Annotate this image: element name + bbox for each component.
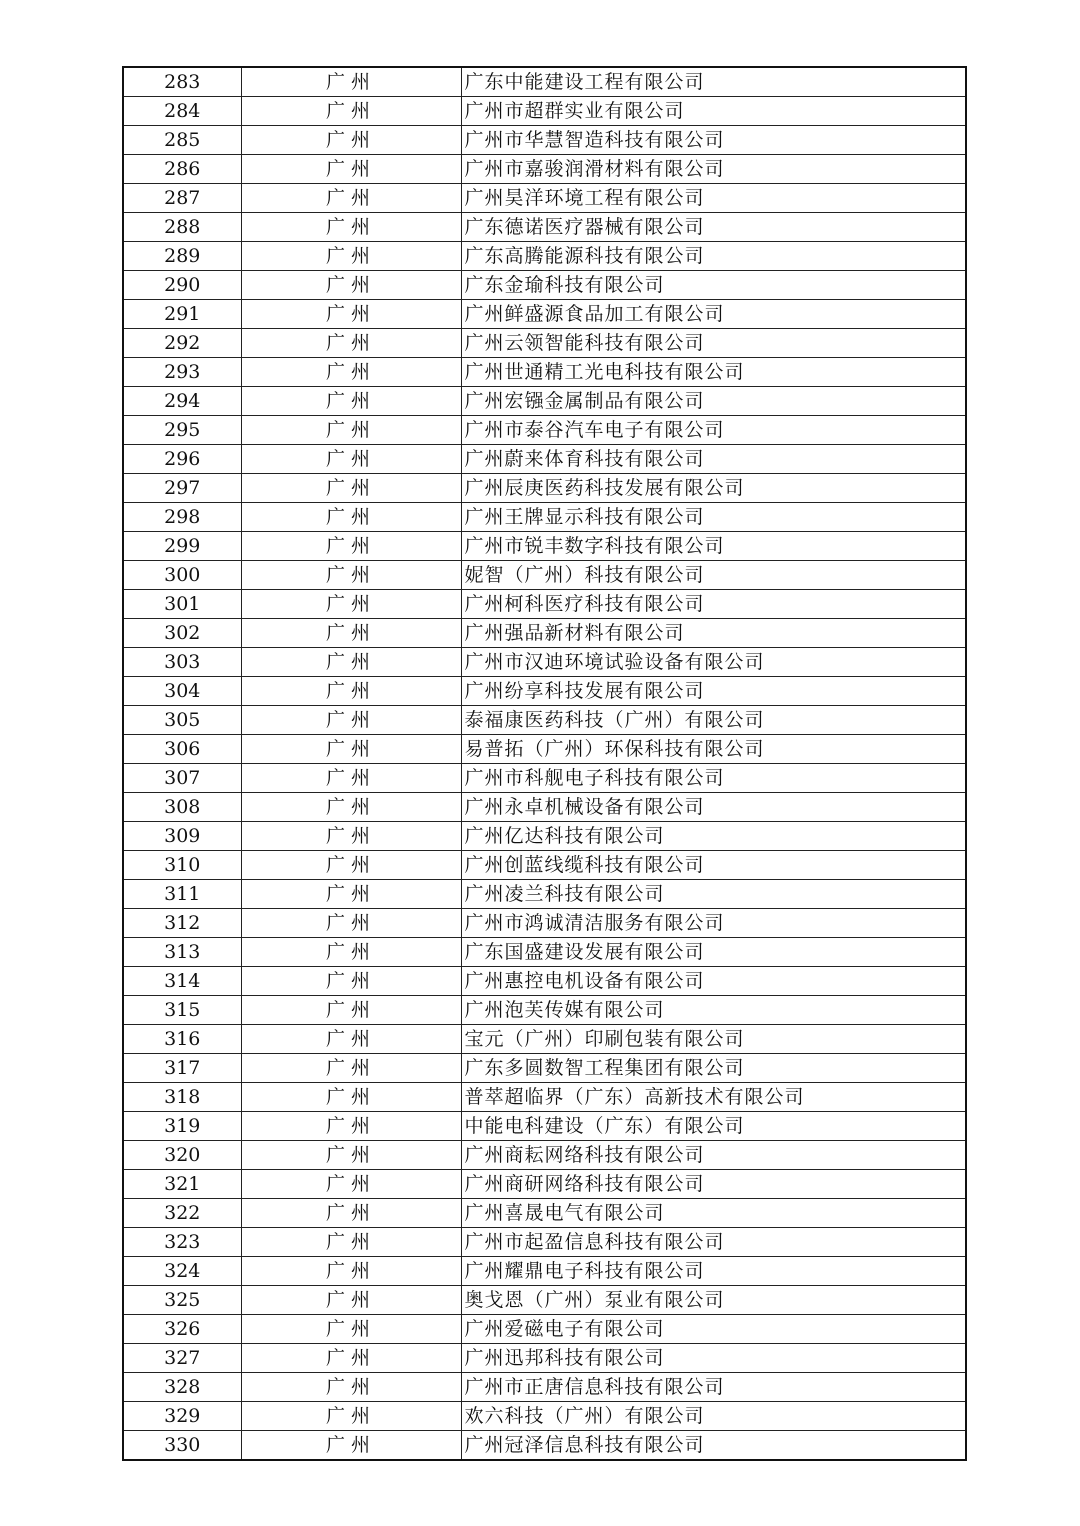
company-name-cell: 易普拓（广州）环保科技有限公司 (461, 735, 966, 764)
company-name-cell: 广东金瑜科技有限公司 (461, 271, 966, 300)
row-number: 301 (123, 590, 241, 619)
row-number: 330 (123, 1431, 241, 1461)
table-row (123, 1257, 966, 1286)
company-name-cell: 广州市超群实业有限公司 (461, 97, 966, 126)
row-number: 324 (123, 1257, 241, 1286)
row-number: 293 (123, 358, 241, 387)
table-row (123, 126, 966, 155)
city-cell: 广州 (241, 474, 461, 503)
table-row (123, 358, 966, 387)
row-number: 304 (123, 677, 241, 706)
table-row (123, 764, 966, 793)
row-number: 316 (123, 1025, 241, 1054)
row-number: 299 (123, 532, 241, 561)
company-name-cell: 泰福康医药科技（广州）有限公司 (461, 706, 966, 735)
company-name-cell: 广州喜晟电气有限公司 (461, 1199, 966, 1228)
row-number: 289 (123, 242, 241, 271)
company-name-cell: 广州云领智能科技有限公司 (461, 329, 966, 358)
company-name-cell: 广州耀鼎电子科技有限公司 (461, 1257, 966, 1286)
city-cell: 广州 (241, 1373, 461, 1402)
city-cell: 广州 (241, 184, 461, 213)
row-number: 308 (123, 793, 241, 822)
city-cell: 广州 (241, 445, 461, 474)
row-number: 329 (123, 1402, 241, 1431)
city-cell: 广州 (241, 387, 461, 416)
city-cell: 广州 (241, 1228, 461, 1257)
city-cell: 广州 (241, 503, 461, 532)
city-cell: 广州 (241, 764, 461, 793)
table-row (123, 590, 966, 619)
row-number: 328 (123, 1373, 241, 1402)
row-number: 311 (123, 880, 241, 909)
city-cell: 广州 (241, 648, 461, 677)
table-row (123, 967, 966, 996)
city-cell: 广州 (241, 300, 461, 329)
city-cell: 广州 (241, 938, 461, 967)
company-name-cell: 广州宏镪金属制品有限公司 (461, 387, 966, 416)
table-row (123, 474, 966, 503)
company-name-cell: 广东高腾能源科技有限公司 (461, 242, 966, 271)
city-cell: 广州 (241, 1083, 461, 1112)
row-number: 313 (123, 938, 241, 967)
city-cell: 广州 (241, 793, 461, 822)
company-name-cell: 广州商研网络科技有限公司 (461, 1170, 966, 1199)
city-cell: 广州 (241, 1431, 461, 1461)
company-name-cell: 广州凌兰科技有限公司 (461, 880, 966, 909)
table-row (123, 1199, 966, 1228)
city-cell: 广州 (241, 880, 461, 909)
table-row (123, 1315, 966, 1344)
city-cell: 广州 (241, 996, 461, 1025)
row-number: 285 (123, 126, 241, 155)
city-cell: 广州 (241, 416, 461, 445)
row-number: 287 (123, 184, 241, 213)
city-cell: 广州 (241, 242, 461, 271)
row-number: 309 (123, 822, 241, 851)
row-number: 296 (123, 445, 241, 474)
table-row (123, 329, 966, 358)
city-cell: 广州 (241, 213, 461, 242)
table-row (123, 1141, 966, 1170)
company-name-cell: 广州惠控电机设备有限公司 (461, 967, 966, 996)
row-number: 319 (123, 1112, 241, 1141)
company-name-cell: 广州亿达科技有限公司 (461, 822, 966, 851)
row-number: 286 (123, 155, 241, 184)
company-name-cell: 奥戈恩（广州）泵业有限公司 (461, 1286, 966, 1315)
city-cell: 广州 (241, 851, 461, 880)
table-row (123, 387, 966, 416)
city-cell: 广州 (241, 1402, 461, 1431)
row-number: 303 (123, 648, 241, 677)
row-number: 320 (123, 1141, 241, 1170)
table-row (123, 561, 966, 590)
table-row (123, 532, 966, 561)
city-cell: 广州 (241, 155, 461, 184)
row-number: 295 (123, 416, 241, 445)
row-number: 318 (123, 1083, 241, 1112)
company-name-cell: 广州世通精工光电科技有限公司 (461, 358, 966, 387)
table-row (123, 793, 966, 822)
table-row (123, 880, 966, 909)
table-row (123, 909, 966, 938)
row-number: 300 (123, 561, 241, 590)
company-name-cell: 广州昊洋环境工程有限公司 (461, 184, 966, 213)
table-row (123, 242, 966, 271)
company-name-cell: 广州鲜盛源食品加工有限公司 (461, 300, 966, 329)
row-number: 325 (123, 1286, 241, 1315)
row-number: 298 (123, 503, 241, 532)
table-row (123, 619, 966, 648)
company-name-cell: 广州迅邦科技有限公司 (461, 1344, 966, 1373)
city-cell: 广州 (241, 967, 461, 996)
city-cell: 广州 (241, 590, 461, 619)
table-row (123, 416, 966, 445)
company-name-cell: 广州市起盈信息科技有限公司 (461, 1228, 966, 1257)
company-name-cell: 广东德诺医疗器械有限公司 (461, 213, 966, 242)
table-row (123, 1025, 966, 1054)
company-name-cell: 广州市泰谷汽车电子有限公司 (461, 416, 966, 445)
row-number: 294 (123, 387, 241, 416)
table-row (123, 1112, 966, 1141)
table-row (123, 300, 966, 329)
table-row (123, 155, 966, 184)
row-number: 283 (123, 67, 241, 97)
city-cell: 广州 (241, 677, 461, 706)
table-row (123, 1431, 966, 1461)
city-cell: 广州 (241, 619, 461, 648)
company-name-cell: 广州蔚来体育科技有限公司 (461, 445, 966, 474)
city-cell: 广州 (241, 358, 461, 387)
company-name-cell: 广州市正唐信息科技有限公司 (461, 1373, 966, 1402)
row-number: 290 (123, 271, 241, 300)
company-list-table (122, 66, 967, 1461)
table-row (123, 445, 966, 474)
city-cell: 广州 (241, 532, 461, 561)
row-number: 288 (123, 213, 241, 242)
row-number: 315 (123, 996, 241, 1025)
table-row (123, 97, 966, 126)
row-number: 310 (123, 851, 241, 880)
table-row (123, 851, 966, 880)
company-name-cell: 广州冠泽信息科技有限公司 (461, 1431, 966, 1461)
table-row (123, 1054, 966, 1083)
company-name-cell: 广东中能建设工程有限公司 (461, 67, 966, 97)
city-cell: 广州 (241, 561, 461, 590)
table-row (123, 213, 966, 242)
table-row (123, 271, 966, 300)
city-cell: 广州 (241, 126, 461, 155)
row-number: 317 (123, 1054, 241, 1083)
city-cell: 广州 (241, 1025, 461, 1054)
city-cell: 广州 (241, 1344, 461, 1373)
row-number: 323 (123, 1228, 241, 1257)
table-row (123, 184, 966, 213)
company-name-cell: 广州强品新材料有限公司 (461, 619, 966, 648)
table-row (123, 1402, 966, 1431)
company-name-cell: 广东国盛建设发展有限公司 (461, 938, 966, 967)
company-name-cell: 广州永卓机械设备有限公司 (461, 793, 966, 822)
city-cell: 广州 (241, 1257, 461, 1286)
company-name-cell: 广州市汉迪环境试验设备有限公司 (461, 648, 966, 677)
company-name-cell: 广州辰庚医药科技发展有限公司 (461, 474, 966, 503)
city-cell: 广州 (241, 67, 461, 97)
row-number: 312 (123, 909, 241, 938)
company-name-cell: 普萃超临界（广东）高新技术有限公司 (461, 1083, 966, 1112)
row-number: 305 (123, 706, 241, 735)
city-cell: 广州 (241, 909, 461, 938)
row-number: 322 (123, 1199, 241, 1228)
company-name-cell: 欢六科技（广州）有限公司 (461, 1402, 966, 1431)
row-number: 321 (123, 1170, 241, 1199)
table-row (123, 735, 966, 764)
company-list-body (123, 67, 966, 1460)
table-row (123, 938, 966, 967)
company-name-cell: 广州市鸿诚清洁服务有限公司 (461, 909, 966, 938)
city-cell: 广州 (241, 1170, 461, 1199)
table-row (123, 677, 966, 706)
city-cell: 广州 (241, 1054, 461, 1083)
company-name-cell: 广州市华慧智造科技有限公司 (461, 126, 966, 155)
city-cell: 广州 (241, 1199, 461, 1228)
row-number: 327 (123, 1344, 241, 1373)
company-name-cell: 宝元（广州）印刷包装有限公司 (461, 1025, 966, 1054)
city-cell: 广州 (241, 706, 461, 735)
row-number: 302 (123, 619, 241, 648)
city-cell: 广州 (241, 1141, 461, 1170)
table-row (123, 822, 966, 851)
city-cell: 广州 (241, 97, 461, 126)
row-number: 306 (123, 735, 241, 764)
row-number: 291 (123, 300, 241, 329)
city-cell: 广州 (241, 329, 461, 358)
company-name-cell: 广州纷享科技发展有限公司 (461, 677, 966, 706)
city-cell: 广州 (241, 271, 461, 300)
city-cell: 广州 (241, 1315, 461, 1344)
row-number: 284 (123, 97, 241, 126)
table-row (123, 67, 966, 97)
company-name-cell: 妮智（广州）科技有限公司 (461, 561, 966, 590)
company-name-cell: 中能电科建设（广东）有限公司 (461, 1112, 966, 1141)
company-name-cell: 广州市科舰电子科技有限公司 (461, 764, 966, 793)
company-name-cell: 广州市锐丰数字科技有限公司 (461, 532, 966, 561)
city-cell: 广州 (241, 735, 461, 764)
company-name-cell: 广州王牌显示科技有限公司 (461, 503, 966, 532)
city-cell: 广州 (241, 1286, 461, 1315)
table-row (123, 706, 966, 735)
row-number: 292 (123, 329, 241, 358)
table-row (123, 503, 966, 532)
table-row (123, 1286, 966, 1315)
row-number: 326 (123, 1315, 241, 1344)
company-name-cell: 广州柯科医疗科技有限公司 (461, 590, 966, 619)
company-name-cell: 广州爱磁电子有限公司 (461, 1315, 966, 1344)
table-row (123, 1373, 966, 1402)
table-row (123, 648, 966, 677)
row-number: 307 (123, 764, 241, 793)
row-number: 314 (123, 967, 241, 996)
city-cell: 广州 (241, 822, 461, 851)
table-row (123, 1083, 966, 1112)
company-name-cell: 广州商耘网络科技有限公司 (461, 1141, 966, 1170)
city-cell: 广州 (241, 1112, 461, 1141)
table-row (123, 996, 966, 1025)
company-name-cell: 广东多圆数智工程集团有限公司 (461, 1054, 966, 1083)
table-row (123, 1170, 966, 1199)
row-number: 297 (123, 474, 241, 503)
table-row (123, 1228, 966, 1257)
company-name-cell: 广州市嘉骏润滑材料有限公司 (461, 155, 966, 184)
company-name-cell: 广州创蓝线缆科技有限公司 (461, 851, 966, 880)
table-row (123, 1344, 966, 1373)
company-name-cell: 广州泡芙传媒有限公司 (461, 996, 966, 1025)
